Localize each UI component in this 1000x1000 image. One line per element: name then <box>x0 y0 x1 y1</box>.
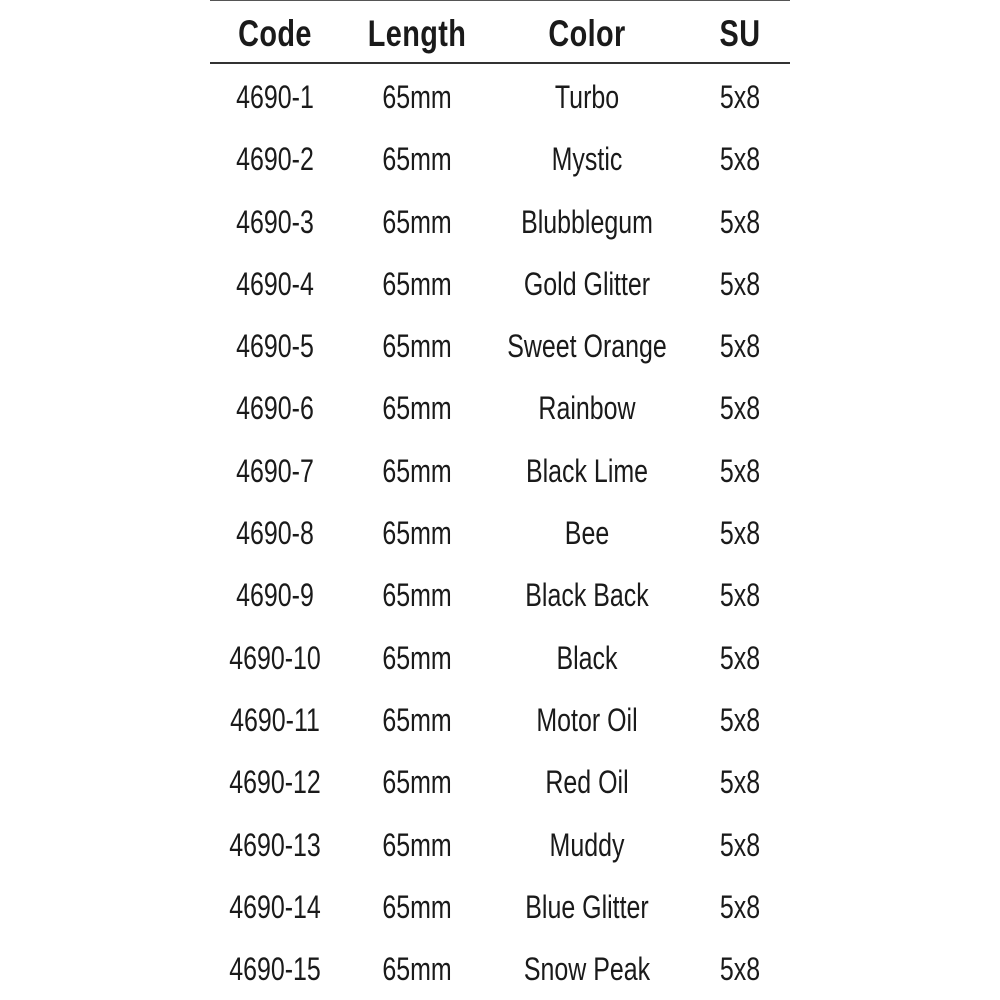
table-row <box>210 814 790 876</box>
cell-length: 65mm <box>382 452 452 489</box>
cell-su: 5x8 <box>719 764 761 801</box>
cell-length: 65mm <box>382 639 452 676</box>
cell-su: 5x8 <box>719 265 761 302</box>
cell-code: 4690-1 <box>236 79 314 115</box>
table-row <box>210 751 790 813</box>
table-row <box>210 128 790 190</box>
cell-length: 65mm <box>382 701 452 738</box>
cell-length: 65mm <box>382 390 452 427</box>
cell-code: 4690-9 <box>236 577 314 614</box>
table-header <box>210 10 790 58</box>
cell-color: Red Oil <box>545 764 629 801</box>
cell-code: 4690-3 <box>236 203 314 240</box>
cell-su: 5x8 <box>719 203 761 240</box>
cell-color: Muddy <box>549 826 625 863</box>
cell-su: 5x8 <box>719 577 761 614</box>
cell-length: 65mm <box>382 328 452 365</box>
cell-color: Rainbow <box>538 390 636 427</box>
header-length: Length <box>367 13 467 54</box>
table-row <box>210 502 790 564</box>
table-body <box>210 66 790 1000</box>
cell-color: Black Back <box>525 577 649 614</box>
cell-color: Black <box>556 639 618 676</box>
cell-color: Motor Oil <box>536 701 638 738</box>
cell-su: 5x8 <box>719 826 761 863</box>
cell-code: 4690-10 <box>229 639 321 676</box>
header-color: Color <box>548 13 626 54</box>
table-row <box>210 377 790 439</box>
table-row <box>210 315 790 377</box>
cell-code: 4690-15 <box>229 951 321 988</box>
cell-color: Gold Glitter <box>523 265 651 302</box>
cell-su: 5x8 <box>719 951 761 988</box>
table-row <box>210 627 790 689</box>
table-row <box>210 689 790 751</box>
cell-length: 65mm <box>382 141 452 178</box>
cell-length: 65mm <box>382 203 452 240</box>
table-row <box>210 440 790 502</box>
cell-su: 5x8 <box>719 79 761 115</box>
cell-code: 4690-4 <box>236 265 314 302</box>
cell-length: 65mm <box>382 515 452 552</box>
cell-length: 65mm <box>382 888 452 925</box>
cell-su: 5x8 <box>719 452 761 489</box>
table-row <box>210 876 790 938</box>
cell-code: 4690-2 <box>236 141 314 178</box>
cell-color: Snow Peak <box>523 951 651 988</box>
cell-length: 65mm <box>382 265 452 302</box>
cell-code: 4690-13 <box>229 826 321 863</box>
top-rule <box>210 0 790 1</box>
cell-color: Mystic <box>551 141 623 178</box>
cell-length: 65mm <box>382 826 452 863</box>
cell-su: 5x8 <box>719 328 761 365</box>
cell-length: 65mm <box>382 951 452 988</box>
header-code: Code <box>238 13 312 54</box>
cell-code: 4690-8 <box>236 515 314 552</box>
cell-su: 5x8 <box>719 639 761 676</box>
cell-su: 5x8 <box>719 390 761 427</box>
cell-su: 5x8 <box>719 141 761 178</box>
table-row <box>210 253 790 315</box>
cell-color: Blue Glitter <box>525 888 649 925</box>
cell-code: 4690-6 <box>236 390 314 427</box>
cell-code: 4690-5 <box>236 328 314 365</box>
cell-su: 5x8 <box>719 701 761 738</box>
header-su: SU <box>719 13 761 54</box>
cell-code: 4690-12 <box>229 764 321 801</box>
cell-code: 4690-11 <box>230 701 320 738</box>
cell-length: 65mm <box>382 764 452 801</box>
cell-color: Turbo <box>554 79 620 115</box>
cell-color: Black Lime <box>525 452 649 489</box>
table-row <box>210 66 790 128</box>
cell-color: Sweet Orange <box>507 328 667 365</box>
cell-su: 5x8 <box>719 888 761 925</box>
cell-color: Bee <box>564 515 610 552</box>
table-row <box>210 564 790 626</box>
cell-code: 4690-7 <box>236 452 314 489</box>
header-rule <box>210 62 790 64</box>
cell-color: Blubblegum <box>521 203 653 240</box>
cell-length: 65mm <box>382 577 452 614</box>
cell-length: 65mm <box>382 79 452 115</box>
table-row <box>210 191 790 253</box>
cell-code: 4690-14 <box>229 888 321 925</box>
table-row <box>210 938 790 1000</box>
cell-su: 5x8 <box>719 515 761 552</box>
